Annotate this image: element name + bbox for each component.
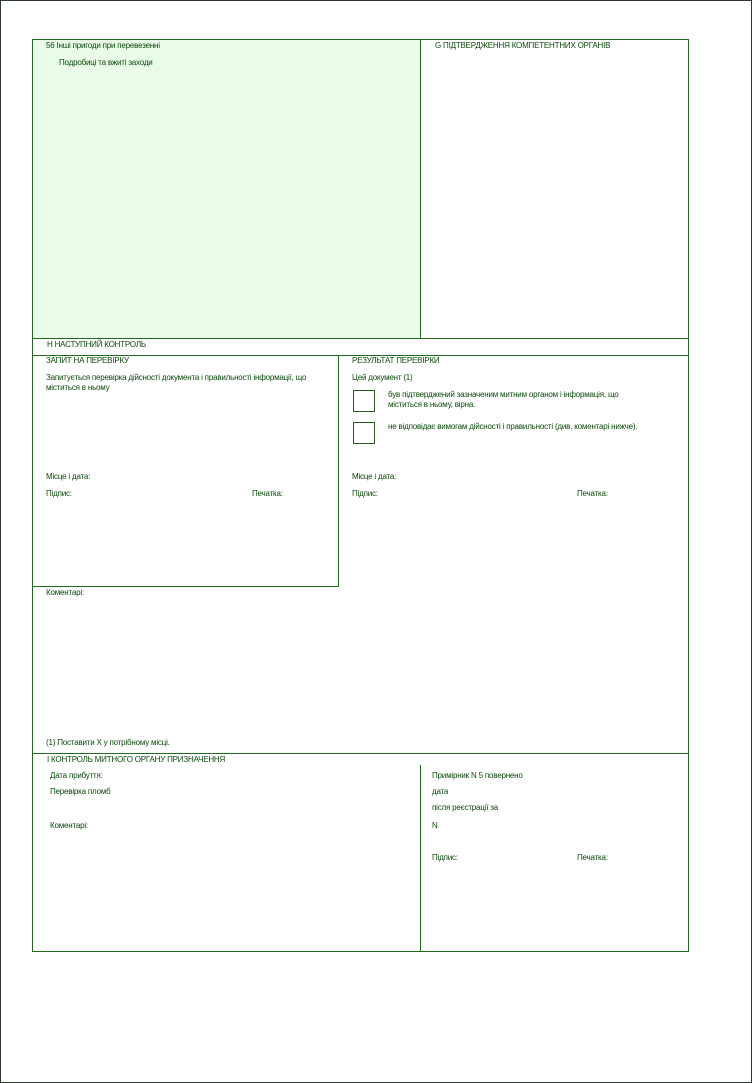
result-place-date: Місце і дата: xyxy=(352,472,397,481)
section-h-title: H НАСТУПНИЙ КОНТРОЛЬ xyxy=(47,340,146,349)
result-signature: Підпис: xyxy=(352,489,378,498)
request-text: Запитується перевірка дійсності документа і правильності інформації, що міститься в ньому xyxy=(46,373,307,392)
i-stamp: Печатка: xyxy=(577,853,608,862)
i-number: N xyxy=(432,821,438,830)
i-copy-returned: Примірник N 5 повернено xyxy=(432,771,523,780)
result-option1-text: був підтверджений зазначеним митним органом і інформація, що міститься в ньому, вірна. xyxy=(388,390,619,409)
request-place-date: Місце і дата: xyxy=(46,472,91,481)
h-footnote: (1) Поставити X у потрібному місці. xyxy=(46,738,170,747)
section-56-subtitle: Подробиці та вжиті заходи xyxy=(59,58,153,67)
i-seal-check: Перевірка пломб xyxy=(50,787,111,796)
divider-request-right xyxy=(338,355,339,586)
divider-h-top xyxy=(32,338,689,339)
result-option2-checkbox[interactable] xyxy=(353,422,375,444)
result-option1-checkbox[interactable] xyxy=(353,390,375,412)
result-option2-text: не відповідає вимогам дійсності і правильності (див. коментарі нижче). xyxy=(388,422,638,431)
section-g-title: G ПІДТВЕРДЖЕННЯ КОМПЕТЕНТНИХ ОРГАНІВ xyxy=(435,41,611,50)
frame-right xyxy=(688,39,689,952)
result-stamp: Печатка: xyxy=(577,489,608,498)
i-after-registration: після реєстрації за xyxy=(432,803,498,812)
result-intro: Цей документ (1) xyxy=(352,373,413,382)
i-arrival-date: Дата прибуття: xyxy=(50,771,103,780)
section-i-title: I КОНТРОЛЬ МИТНОГО ОРГАНУ ПРИЗНАЧЕННЯ xyxy=(47,755,226,764)
h-comments-label: Коментарі: xyxy=(46,588,84,597)
section-56-title: 56 Інші пригоди при перевезенні xyxy=(46,41,160,50)
divider-request-bottom xyxy=(32,586,339,587)
request-signature: Підпис: xyxy=(46,489,72,498)
frame-top xyxy=(32,39,689,40)
result-title: РЕЗУЛЬТАТ ПЕРЕВІРКИ xyxy=(352,356,440,365)
i-date: дата xyxy=(432,787,449,796)
divider-i-top xyxy=(32,753,689,754)
frame-left xyxy=(32,39,33,952)
divider-56-g xyxy=(420,39,421,338)
divider-i-middle xyxy=(420,765,421,952)
i-signature: Підпис: xyxy=(432,853,458,862)
request-title: ЗАПИТ НА ПЕРЕВІРКУ xyxy=(46,356,129,365)
section-56-fill xyxy=(33,40,420,338)
frame-bottom xyxy=(32,951,689,952)
request-stamp: Печатка: xyxy=(252,489,283,498)
i-comments: Коментарі: xyxy=(50,821,88,830)
